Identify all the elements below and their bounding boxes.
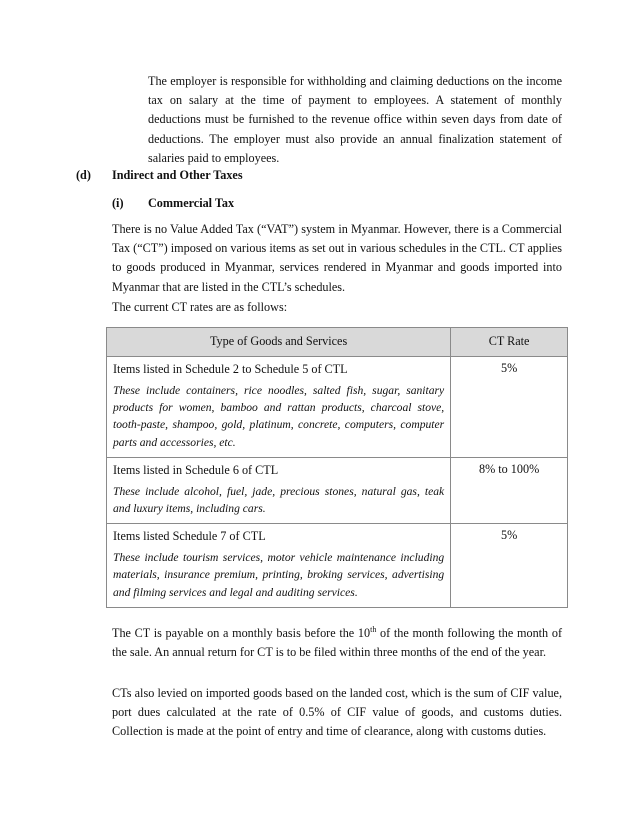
vat-paragraph: There is no Value Added Tax (“VAT”) system in Myanmar. However, there is a Commercial Tax (“CT”) imposed on various items as set out in various schedules in the CTL. CT applies to goods produced in Myanmar, services rendered in Myanmar and goods imported into Myanmar that are listed in the CTL’s schedules. [112, 222, 562, 294]
header-goods-services: Type of Goods and Services [107, 328, 451, 357]
rate-cell: 8% to 100% [451, 457, 568, 523]
row-description: These include containers, rice noodles, salted fish, sugar, sanitary products for women, bamboo and rattan products, charcoal stove, tooth-paste, shampoo, gold, platinum, concrete, computers, computer parts and accessories, etc. [113, 384, 445, 449]
employer-paragraph: The employer is responsible for withholding and claiming deductions on the income tax on salary at the time of payment to employees. A statement of monthly deductions must be furnished to the revenue office within seven days from date of deductions. The employer must also provide an annual finalization statement of salaries paid to employees. [148, 74, 562, 165]
payable-text-after: of the month following the month of the sale. An annual return for CT is to be filed within three months of the end of the year. [112, 626, 562, 660]
payable-text-before: The CT is payable on a monthly basis before the 10 [112, 626, 371, 640]
goods-cell [107, 357, 451, 458]
row-title: Items listed in Schedule 6 of CTL [113, 462, 279, 477]
rate-cell: 5% [451, 357, 568, 458]
cif-paragraph: CTs also levied on imported goods based on the landed cost, which is the sum of CIF value, port dues calculated at the rate of 0.5% of CIF value of goods, and customs duties. Collection is made at the point of entry and time of clearance, along with customs duties. [112, 686, 562, 739]
payable-paragraph [112, 624, 562, 662]
section-d-title: Indirect and Other Taxes [112, 168, 243, 182]
row-description: These include tourism services, motor vehicle maintenance including materials, insurance premium, printing, broking services, advertising and filming services and legal and auditing services. [113, 551, 445, 599]
section-d-number: (d) [76, 168, 91, 182]
goods-cell [107, 457, 451, 523]
table-row [107, 357, 568, 458]
table-row [107, 457, 568, 523]
header-ct-rate: CT Rate [451, 328, 568, 357]
row-title: Items listed Schedule 7 of CTL [113, 529, 266, 544]
subsection-i-number: (i) [112, 196, 124, 210]
row-description: These include alcohol, fuel, jade, precious stones, natural gas, teak and luxury items, including cars. [113, 484, 445, 516]
ordinal-superscript: th [370, 624, 377, 634]
current-rates-intro: The current CT rates are as follows: [112, 300, 288, 314]
row-title: Items listed in Schedule 2 to Schedule 5 of CTL [113, 362, 348, 376]
goods-cell [107, 524, 451, 608]
table-row [107, 524, 568, 608]
rate-cell: 5% [451, 524, 568, 608]
table-header-row [107, 328, 568, 357]
subsection-i-title: Commercial Tax [148, 196, 235, 210]
ct-rates-table [106, 327, 568, 608]
